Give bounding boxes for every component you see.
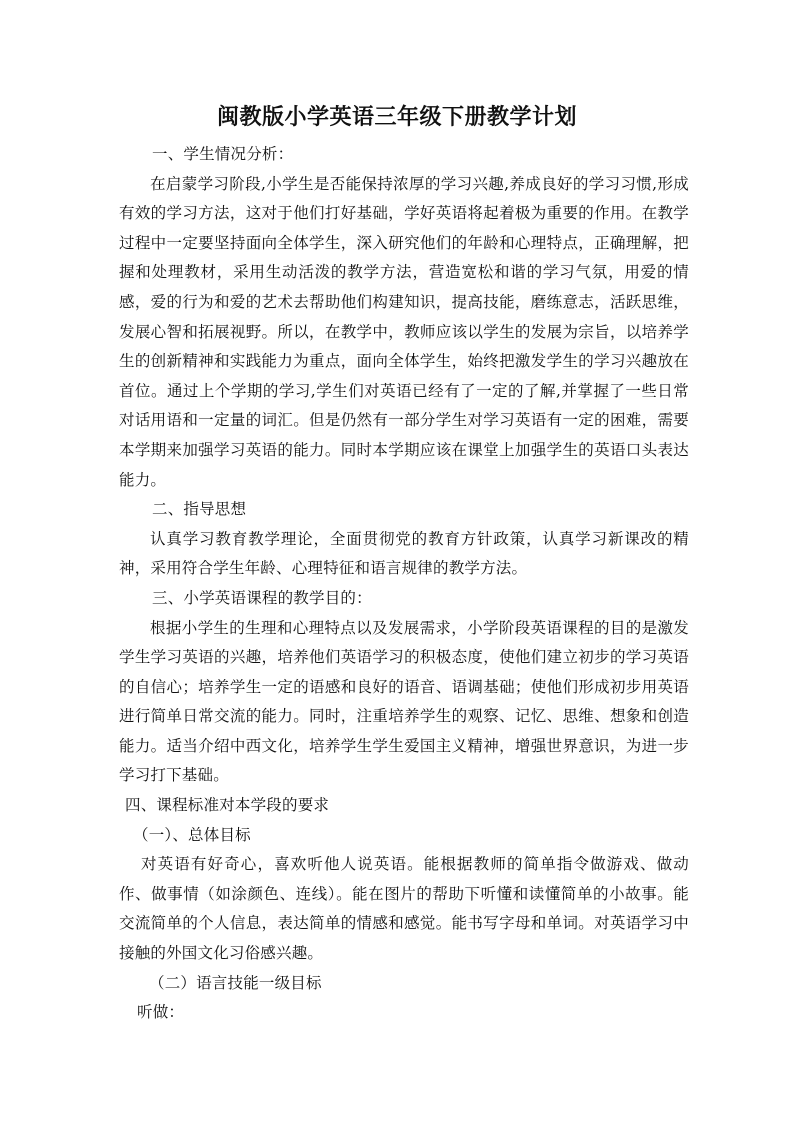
paragraph-guiding-ideology: 认真学习教育教学理论，全面贯彻党的教育方针政策，认真学习新课改的精神，采用符合学生年龄、心理特征和语言规律的教学方法。 [119,529,689,578]
paragraph-student-analysis: 在启蒙学习阶段,小学生是否能保持浓厚的学习兴趣,养成良好的学习习惯,形成有效的学习方法，这对于他们打好基础，学好英语将起着极为重要的作用。在教学过程中一定要坚持面向全体学生，深入研究他们的年龄和心理特点，正确理解，把握和处理教材，采用生动活泼的教学方法，营造宽松和谐的学习气氛，用爱的情感，爱的行为和爱的艺术去帮助他们构建知识，提高技能，磨练意志，活跃思维，发展心智和拓展视野。所以，在教学中，教师应该以学生的发展为宗旨，以培养学生的创新精神和实践能力为重点，面向全体学生，始终把激发学生的学习兴趣放在首位。通过上个学期的学习,学生们对英语已经有了一定的了解,并掌握了一些日常对话用语和一定量的词汇。但是仍然有一部分学生对学习英语有一定的困难，需要本学期来加强学习英语的能力。同时本学期应该在课堂上加强学生的英语口头表达能力。 [119,174,689,489]
section-heading-curriculum-requirements: 四、课程标准对本学段的要求 [125,796,330,815]
section-heading-teaching-purpose: 三、小学英语课程的教学目的： [152,588,372,607]
subsection-heading-language-skills: （二）语言技能一级目标 [149,973,322,992]
paragraph-teaching-purpose: 根据小学生的生理和心理特点以及发展需求，小学阶段英语课程的目的是激发学生学习英语的兴趣，培养他们英语学习的积极态度，使他们建立初步的学习英语的自信心；培养学生一定的语感和良好的语音、语调基础；使他们形成初步用英语进行简单日常交流的能力。同时，注重培养学生的观察、记忆、思维、想象和创造能力。适当介绍中西文化，培养学生学生爱国主义精神，增强世界意识，为进一步学习打下基础。 [119,618,689,785]
section-heading-student-analysis: 一、学生情况分析： [152,145,294,163]
subsection-heading-overall-goals: （一）、总体目标 [133,825,251,844]
document-body [119,140,689,1028]
section-heading-guiding-ideology: 二、指导思想 [152,500,247,519]
list-item-listen-and-do: 听做： [137,1003,185,1022]
document-title: 闽教版小学英语三年级下册教学计划 [216,104,577,130]
paragraph-overall-goals: 对英语有好奇心，喜欢听他人说英语。能根据教师的简单指令做游戏、做动作、做事情（如涂颜色、连线）。能在图片的帮助下听懂和读懂简单的小故事。能交流简单的个人信息，表达简单的情感和感觉。能书写字母和单词。对英语学习中接触的外国文化习俗感兴趣。 [119,855,689,963]
